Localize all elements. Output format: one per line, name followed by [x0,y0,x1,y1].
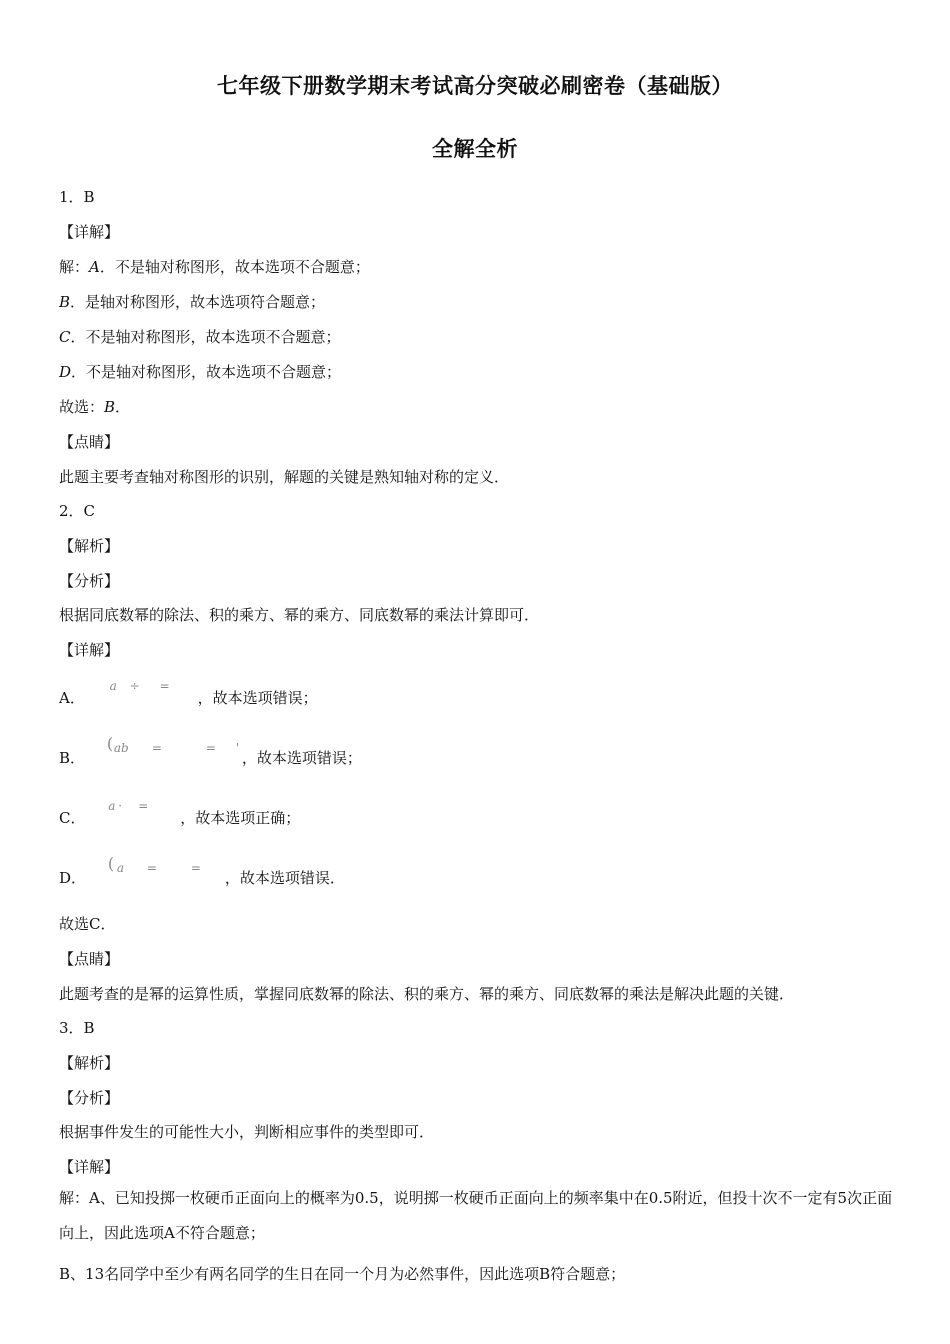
q2-opt-c-text: ，故本选项正确； [180,809,301,827]
q2-formula-d [91,854,225,884]
q2-opt-c-label: C． [59,809,86,827]
q2-opt-a-text: ，故本选项错误； [197,689,318,707]
q1-sol-prefix: 解： [59,258,90,276]
q2-opt-d-label: D． [59,869,87,887]
page-subtitle: 全解全析 [432,136,518,161]
formula-equals: = [151,741,162,755]
formula-equals: = [205,741,216,755]
formula-equals: = [146,861,157,875]
q1-comment-label: 【点睛】 [59,433,120,451]
q1-comment: 此题主要考查轴对称图形的识别，解题的关键是熟知轴对称的定义． [59,468,510,486]
formula-operator: · [118,799,123,813]
q1-choose-prefix: 故选： [59,398,105,416]
q2-formula-a [90,676,198,702]
q1-opt-b-text: ．是轴对称图形，故本选项符合题意； [70,293,326,311]
q2-choose: 故选C． [59,915,116,933]
formula-term: a [108,799,116,813]
q2-opt-d-text: ，故本选项错误． [224,869,345,887]
q2-option-b [59,734,362,772]
q1-choose-letter: B [104,398,116,416]
q2-answer: 2．C [59,502,96,520]
q1-opt-c-text: ．不是轴对称图形，故本选项不合题意； [70,328,341,346]
q2-option-d [59,854,345,892]
q2-analysis-label: 【解析】 [59,537,120,555]
formula-term: a [109,679,117,693]
q1-choose-suffix: ． [115,398,131,416]
q1-option-d [59,362,341,382]
q2-opt-b-text: ，故本选项错误； [241,749,362,767]
formula-equals: = [159,679,170,693]
q2-opt-b-label: B． [59,749,86,767]
q1-answer: 1．B [59,188,95,206]
page-title: 七年级下册数学期末考试高分突破必刷密卷（基础版） [217,73,733,98]
formula-equals: = [190,861,201,875]
q1-detail-label: 【详解】 [59,223,120,241]
formula-paren: ( [106,734,114,753]
q1-opt-b-letter: B [59,293,71,311]
q2-option-c [59,799,301,832]
q3-solution-a: 解：A、已知投掷一枚硬币正面向上的概率为0.5，说明掷一枚硬币正面向上的频率集中在0.5附近，但投十次不一定有5次正面向上，因此选项A不符合题意； [59,1189,893,1242]
q3-answer: 3．B [59,1019,95,1037]
q1-option-a [59,257,370,277]
formula-term: ab [113,741,129,755]
q3-analysis-label: 【解析】 [59,1054,120,1072]
q3-fenxi: 根据事件发生的可能性大小，判断相应事件的类型即可． [59,1123,435,1141]
q3-fenxi-label: 【分析】 [59,1089,120,1107]
q1-opt-d-letter: D [59,363,72,381]
q3-detail-label: 【详解】 [59,1158,120,1176]
formula-term: a [116,861,124,875]
q1-opt-a-letter: A [89,258,100,276]
q2-detail-label: 【详解】 [59,641,120,659]
formula-paren: ( [107,854,115,873]
q2-comment: 此题考查的是幂的运算性质，掌握同底数幂的除法、积的乘方、幂的乘方、同底数幂的乘法是解决此题的关键． [59,985,795,1003]
q1-choose [59,397,130,417]
q2-formula-c [90,796,180,822]
q1-opt-a-text: ．不是轴对称图形，故本选项不合题意； [99,258,370,276]
formula-mark: ' [235,741,240,755]
q1-option-b [59,292,325,312]
q1-option-c [59,327,341,347]
q1-opt-c-letter: C [59,328,71,346]
q1-opt-d-text: ．不是轴对称图形，故本选项不合题意； [71,363,342,381]
q2-fenxi: 根据同底数幂的除法、积的乘方、幂的乘方、同底数幂的乘法计算即可． [59,606,540,624]
q2-fenxi-label: 【分析】 [59,572,120,590]
formula-operator: ÷ [129,679,140,693]
q2-formula-b [90,734,242,764]
q3-solution-b: B、13名同学中至少有两名同学的生日在同一个月为必然事件，因此选项B符合题意； [59,1265,626,1283]
formula-equals: = [138,799,149,813]
q2-comment-label: 【点睛】 [59,950,120,968]
q2-option-a [59,679,318,712]
q2-opt-a-label: A． [59,689,85,707]
